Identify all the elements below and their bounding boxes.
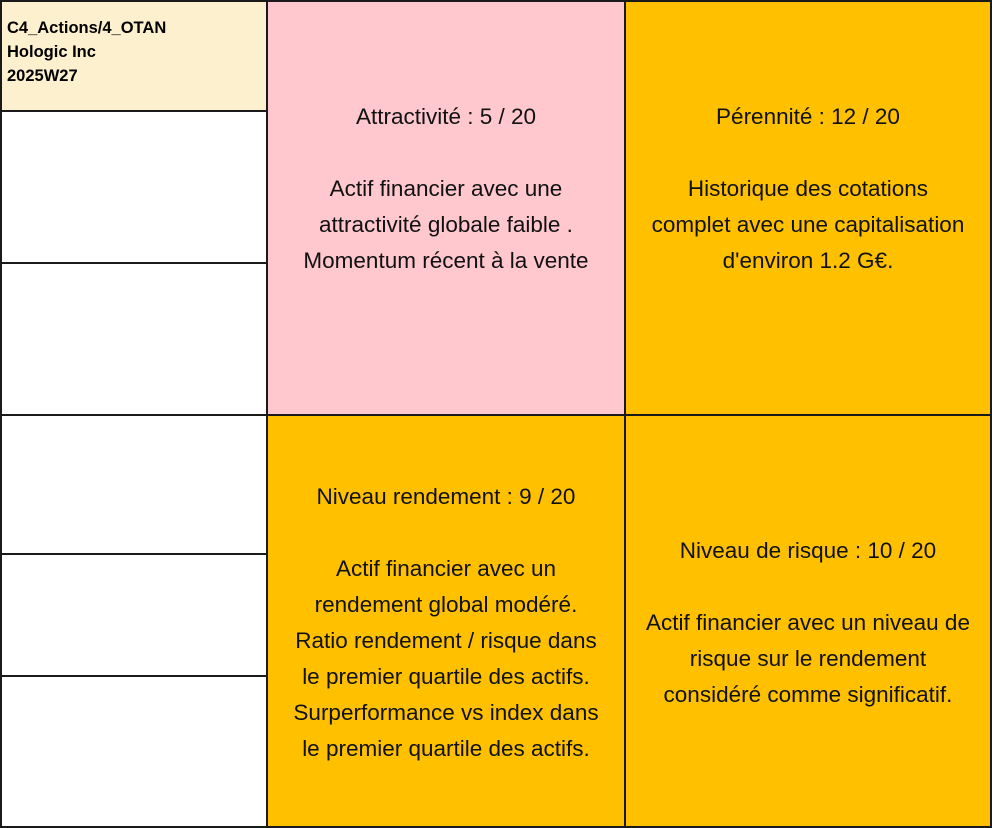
empty-cell: [0, 675, 268, 828]
asset-header: [0, 0, 268, 112]
yield-description: [293, 551, 598, 767]
asset-category: C4_Actions/4_OTAN: [7, 19, 167, 37]
description-line: risque sur le rendement: [689, 646, 927, 671]
durability-description: [652, 171, 965, 279]
durability-score-tile: [624, 0, 992, 416]
attractiveness-score-title: Attractivité : 5 / 20: [355, 104, 537, 129]
empty-cell: [0, 553, 268, 677]
description-line: Actif financier avec une: [329, 176, 563, 201]
description-line: le premier quartile des actifs.: [302, 736, 590, 761]
description-line: complet avec une capitalisation: [651, 212, 965, 237]
report-week: 2025W27: [7, 67, 78, 85]
empty-cell: [0, 262, 268, 416]
durability-score-title: Pérennité : 12 / 20: [716, 104, 900, 129]
asset-name: Hologic Inc: [7, 43, 96, 61]
description-line: Ratio rendement / risque dans: [295, 628, 597, 653]
yield-score-tile: [266, 414, 626, 828]
empty-cell: [0, 414, 268, 555]
description-line: Actif financier avec un niveau de: [646, 610, 970, 635]
description-line: rendement global modéré.: [314, 592, 578, 617]
description-line: d'environ 1.2 G€.: [722, 248, 894, 273]
description-line: Surperformance vs index dans: [293, 700, 599, 725]
risk-score-tile: [624, 414, 992, 828]
yield-score-title: Niveau rendement : 9 / 20: [316, 484, 576, 509]
risk-score-title: Niveau de risque : 10 / 20: [679, 538, 937, 563]
attractiveness-score-tile: [266, 0, 626, 416]
description-line: considéré comme significatif.: [663, 682, 953, 707]
attractiveness-description: [303, 171, 588, 279]
empty-cell: [0, 110, 268, 264]
risk-description: [646, 605, 970, 713]
description-line: Momentum récent à la vente: [303, 248, 589, 273]
description-line: le premier quartile des actifs.: [302, 664, 590, 689]
description-line: Actif financier avec un: [335, 556, 557, 581]
description-line: attractivité globale faible .: [319, 212, 573, 237]
description-line: Historique des cotations: [687, 176, 929, 201]
